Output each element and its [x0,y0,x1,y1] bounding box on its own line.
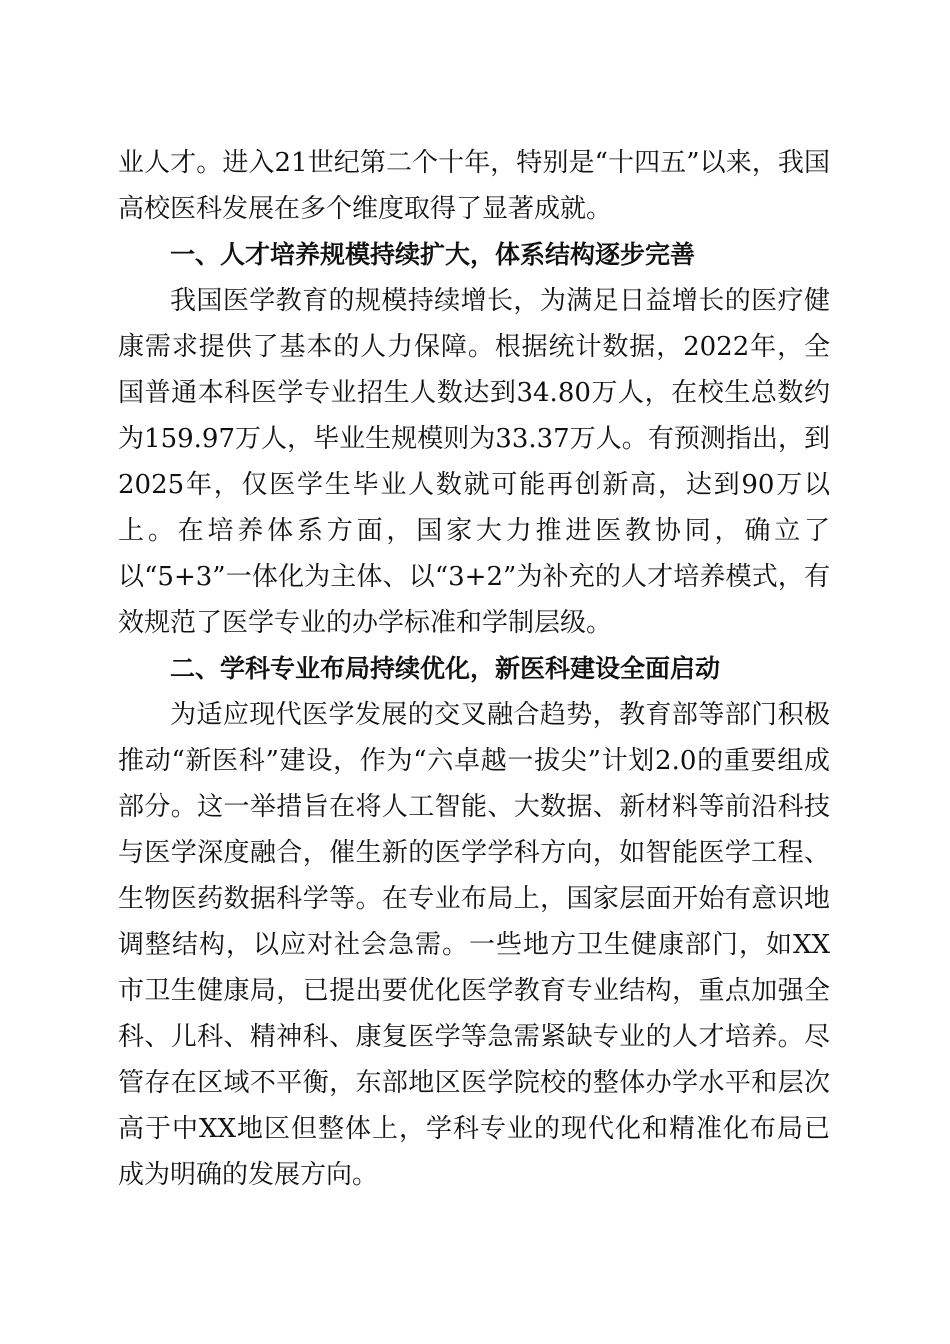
paragraph-1: 我国医学教育的规模持续增长，为满足日益增长的医疗健康需求提供了基本的人力保障。根据统计数据，2022年，全国普通本科医学专业招生人数达到34.80万人，在校生总数约为159.97万人，毕业生规模则为33.37万人。有预测指出，到2025年，仅医学生毕业人数就可能再创新高，达到90万以上。在培养体系方面，国家大力推进医教协同，确立了以“5+3”一体化为主体、以“3+2”为补充的人才培养模式，有效规范了医学专业的办学标准和学制层级。 [118,286,830,638]
section-heading-1: 一、人才培养规模持续扩大，体系结构逐步完善 [170,240,696,269]
paragraph-2: 为适应现代医学发展的交叉融合趋势，教育部等部门积极推动“新医科”建设，作为“六卓越一拔尖”计划2.0的重要组成部分。这一举措旨在将人工智能、大数据、新材料等前沿科技与医学深度融合，催生新的医学学科方向，如智能医学工程、生物医药数据科学等。在专业布局上，国家层面开始有意识地调整结构，以应对社会急需。一些地方卫生健康部门，如XX市卫生健康局，已提出要优化医学教育专业结构，重点加强全科、儿科、精神科、康复医学等急需紧缺专业的人才培养。尽管存在区域不平衡，东部地区医学院校的整体办学水平和层次高于中XX地区但整体上，学科专业的现代化和精准化布局已成为明确的发展方向。 [118,700,830,1190]
paragraph-continued: 业人才。进入21世纪第二个十年，特别是“十四五”以来，我国高校医科发展在多个维度取得了显著成就。 [118,148,830,224]
document-body [118,140,830,1198]
section-heading-2: 二、学科专业布局持续优化，新医科建设全面启动 [170,654,721,683]
